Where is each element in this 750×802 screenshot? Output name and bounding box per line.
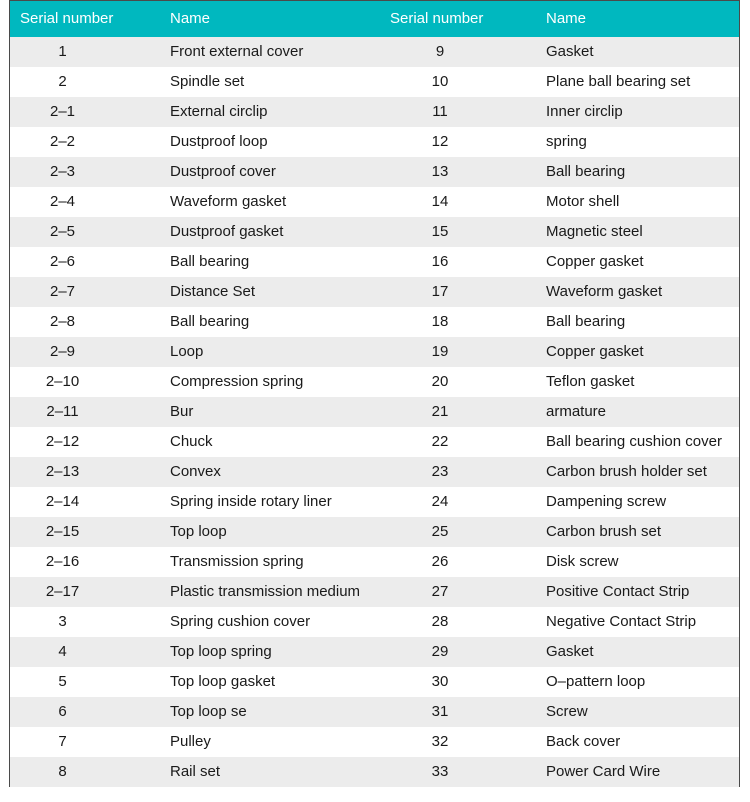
serial-number-cell: 26 [431,553,449,570]
name-cell: Carbon brush set [546,523,662,540]
name-cell: Convex [170,463,221,480]
serial-number-cell: 7 [58,733,67,750]
table-row [10,367,739,397]
serial-number-cell: 19 [431,343,449,360]
serial-number-cell: 2–4 [49,193,76,210]
serial-number-cell: 2–12 [45,433,80,450]
name-cell: Teflon gasket [546,373,635,390]
table-row [10,397,739,427]
serial-number-cell: 17 [431,283,449,300]
serial-number-cell: 2–1 [49,103,76,120]
name-cell: Back cover [546,733,621,750]
serial-number-cell: 30 [431,673,449,690]
table-row [10,487,739,517]
table-row [10,307,739,337]
serial-number-cell: 25 [431,523,449,540]
serial-number-cell: 13 [431,163,449,180]
table-row [10,697,739,727]
name-cell: Transmission spring [170,553,304,570]
name-cell: Carbon brush holder set [546,463,707,480]
name-cell: Top loop spring [170,643,272,660]
table-header [10,1,739,37]
serial-number-cell: 1 [58,43,67,60]
header-name-1: Name [170,10,211,27]
name-cell: O–pattern loop [546,673,646,690]
table-row [10,667,739,697]
serial-number-cell: 2–11 [46,403,79,420]
serial-number-cell: 2 [58,73,67,90]
name-cell: Power Card Wire [546,763,661,780]
table-row [10,157,739,187]
table-row [10,517,739,547]
name-cell: Magnetic steel [546,223,643,240]
serial-number-cell: 8 [58,763,67,780]
header-name-2: Name [546,10,587,27]
name-cell: Copper gasket [546,343,644,360]
serial-number-cell: 24 [431,493,449,510]
header-serial-number-1: Serial number [20,10,114,27]
name-cell: Waveform gasket [546,283,663,300]
serial-number-cell: 21 [431,403,449,420]
serial-number-cell: 5 [58,673,67,690]
serial-number-cell: 2–8 [49,313,76,330]
serial-number-cell: 31 [431,703,449,720]
serial-number-cell: 2–10 [45,373,80,390]
table-row [10,127,739,157]
name-cell: Gasket [546,43,594,60]
table-row [10,187,739,217]
name-cell: Front external cover [170,43,304,60]
table-row [10,217,739,247]
serial-number-cell: 32 [431,733,449,750]
table-row [10,97,739,127]
table-row [10,67,739,97]
name-cell: armature [546,403,607,420]
name-cell: Spring cushion cover [170,613,311,630]
name-cell: Pulley [170,733,211,750]
parts-table [9,0,740,787]
name-cell: Compression spring [170,373,304,390]
serial-number-cell: 2–13 [45,463,80,480]
table-row [10,727,739,757]
table-row [10,277,739,307]
name-cell: Ball bearing [546,313,626,330]
serial-number-cell: 18 [431,313,449,330]
name-cell: Ball bearing cushion cover [546,433,722,450]
serial-number-cell: 12 [431,133,449,150]
name-cell: Loop [170,343,204,360]
serial-number-cell: 20 [431,373,449,390]
name-cell: Dustproof gasket [170,223,284,240]
table-row [10,337,739,367]
name-cell: Spring inside rotary liner [170,493,332,510]
serial-number-cell: 2–7 [49,283,76,300]
name-cell: External circlip [170,103,268,120]
name-cell: Gasket [546,643,594,660]
table-row [10,607,739,637]
name-cell: Ball bearing [546,163,626,180]
serial-number-cell: 9 [435,43,445,60]
table-body [10,37,739,787]
serial-number-cell: 2–14 [45,493,80,510]
name-cell: Top loop se [170,703,247,720]
name-cell: Distance Set [170,283,256,300]
serial-number-cell: 15 [431,223,449,240]
serial-number-cell: 4 [58,643,67,660]
name-cell: Waveform gasket [170,193,287,210]
name-cell: Negative Contact Strip [546,613,697,630]
name-cell: Top loop gasket [170,673,276,690]
table-row [10,547,739,577]
name-cell: Copper gasket [546,253,644,270]
serial-number-cell: 28 [431,613,449,630]
table-row [10,247,739,277]
name-cell: Ball bearing [170,253,250,270]
table-row [10,427,739,457]
serial-number-cell: 10 [431,73,449,90]
serial-number-cell: 2–2 [49,133,76,150]
serial-number-cell: 2–6 [49,253,76,270]
name-cell: spring [546,133,587,150]
serial-number-cell: 6 [58,703,67,720]
serial-number-cell: 2–17 [45,583,80,600]
name-cell: Plane ball bearing set [546,73,691,90]
name-cell: Screw [546,703,588,720]
name-cell: Dampening screw [546,493,667,510]
name-cell: Chuck [170,433,213,450]
name-cell: Motor shell [546,193,620,210]
table-row [10,577,739,607]
name-cell: Spindle set [170,73,245,90]
serial-number-cell: 11 [432,103,448,120]
serial-number-cell: 2–15 [45,523,80,540]
serial-number-cell: 27 [431,583,449,600]
serial-number-cell: 23 [431,463,449,480]
serial-number-cell: 22 [431,433,449,450]
table-row [10,757,739,787]
serial-number-cell: 16 [431,253,449,270]
serial-number-cell: 2–5 [49,223,76,240]
table-row [10,37,739,67]
name-cell: Dustproof loop [170,133,268,150]
name-cell: Dustproof cover [170,163,276,180]
serial-number-cell: 2–16 [45,553,80,570]
name-cell: Disk screw [546,553,619,570]
serial-number-cell: 14 [431,193,449,210]
serial-number-cell: 2–3 [49,163,76,180]
name-cell: Ball bearing [170,313,250,330]
serial-number-cell: 33 [431,763,449,780]
name-cell: Top loop [170,523,227,540]
name-cell: Inner circlip [546,103,623,120]
header-serial-number-2: Serial number [390,10,484,27]
table-row [10,457,739,487]
serial-number-cell: 3 [58,613,67,630]
name-cell: Plastic transmission medium [170,583,361,600]
serial-number-cell: 29 [431,643,449,660]
serial-number-cell: 2–9 [49,343,76,360]
name-cell: Rail set [170,763,221,780]
table-row [10,637,739,667]
name-cell: Positive Contact Strip [546,583,690,600]
name-cell: Bur [170,403,194,420]
